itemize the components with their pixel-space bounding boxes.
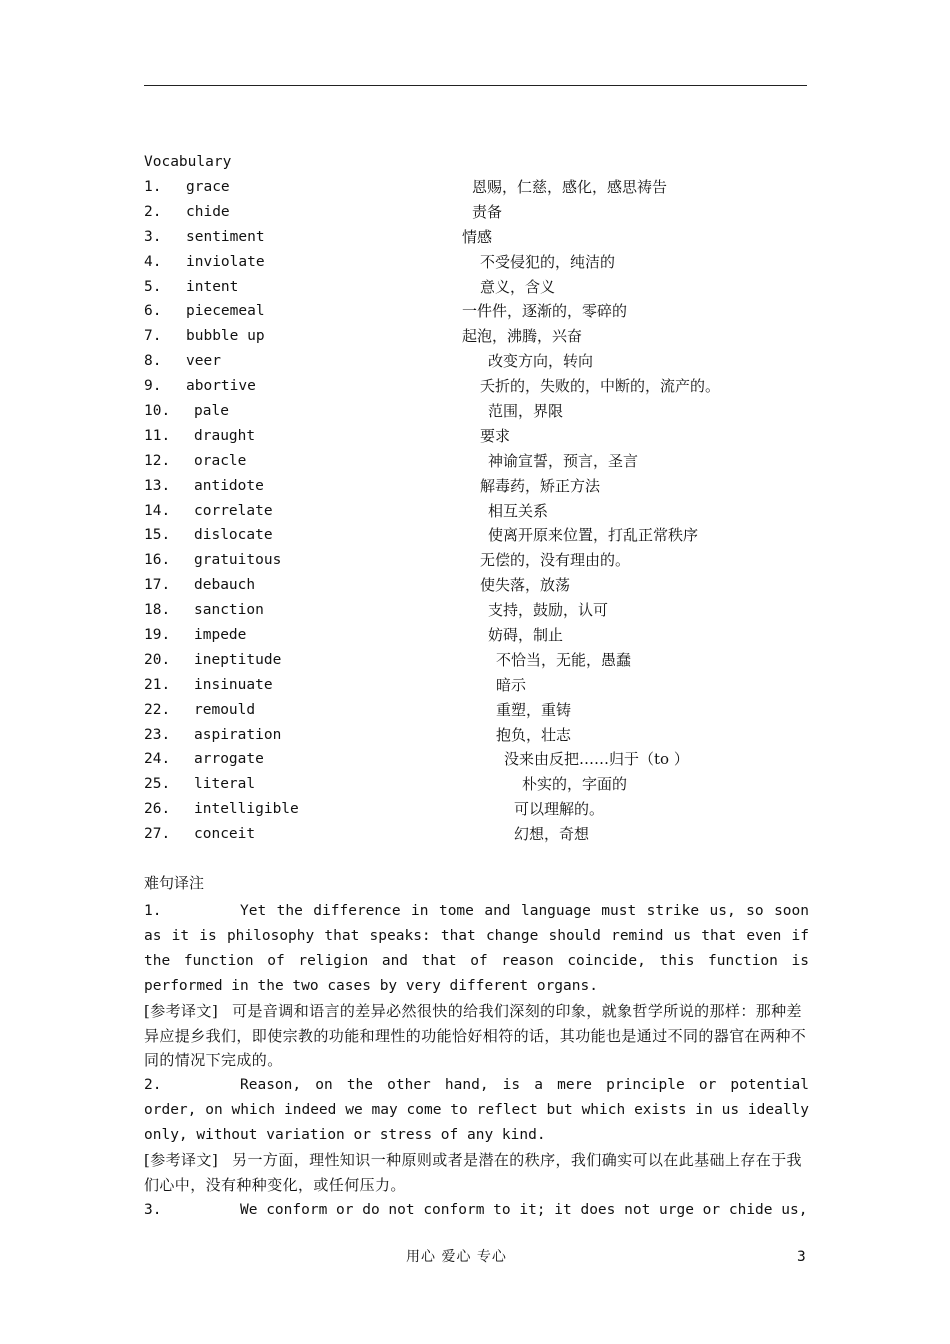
vocabulary-meaning: 使离开原来位置，打乱正常秩序 — [488, 526, 699, 545]
vocabulary-number: 12. — [144, 452, 171, 469]
vocabulary-meaning: 幻想，奇想 — [514, 825, 590, 844]
vocabulary-meaning: 不恰当，无能，愚蠢 — [496, 650, 632, 669]
vocabulary-meaning: 恩赐，仁慈，感化，感思祷告 — [472, 178, 668, 196]
vocabulary-row — [144, 774, 807, 799]
vocabulary-number: 22. — [144, 701, 171, 718]
vocabulary-word: draught — [194, 427, 256, 444]
vocabulary-word: insinuate — [194, 676, 273, 693]
vocabulary-meaning: 无偿的，没有理由的。 — [480, 551, 631, 570]
footer-motto: 用心 爱心 专心 — [406, 1249, 507, 1265]
vocabulary-number: 11. — [144, 427, 171, 444]
reference-label: [参考译文] — [144, 1151, 219, 1170]
page-number: 3 — [797, 1249, 806, 1265]
vocabulary-row — [144, 749, 807, 774]
vocabulary-number: 2. — [144, 203, 162, 220]
vocabulary-meaning: 不受侵犯的，纯洁的 — [480, 252, 616, 271]
vocabulary-number: 24. — [144, 751, 171, 768]
vocabulary-row — [144, 725, 807, 750]
vocabulary-row — [144, 277, 807, 302]
vocabulary-word: bubble up — [186, 328, 265, 345]
vocabulary-number: 25. — [144, 776, 171, 793]
vocabulary-number: 19. — [144, 627, 171, 644]
vocabulary-word: correlate — [194, 502, 273, 519]
vocabulary-row — [144, 575, 807, 600]
vocabulary-meaning: 情感 — [462, 227, 493, 246]
vocabulary-number: 23. — [144, 726, 171, 743]
vocabulary-row — [144, 451, 807, 476]
note-number: 3. — [144, 1201, 162, 1218]
vocabulary-meaning: 相互关系 — [488, 501, 549, 520]
vocabulary-word: pale — [194, 403, 229, 420]
vocabulary-word: antidote — [194, 477, 264, 494]
vocabulary-meaning: 要求 — [480, 426, 511, 445]
vocabulary-row — [144, 650, 807, 675]
vocabulary-word: sentiment — [186, 228, 265, 245]
vocabulary-meaning: 改变方向，转向 — [488, 352, 594, 371]
vocabulary-meaning: 抱负，壮志 — [496, 725, 572, 744]
vocabulary-word: intent — [186, 278, 239, 295]
vocabulary-row — [144, 177, 807, 202]
vocabulary-row — [144, 202, 807, 227]
vocabulary-number: 21. — [144, 676, 171, 693]
note-3-english: 3. We conform or do not conform to it; it does not urge or chide us, — [144, 1198, 809, 1223]
vocabulary-row — [144, 376, 807, 401]
vocabulary-row — [144, 824, 807, 849]
vocabulary-row — [144, 252, 807, 277]
vocabulary-row — [144, 700, 807, 725]
vocabulary-word: inviolate — [186, 253, 265, 270]
vocabulary-number: 26. — [144, 801, 171, 818]
vocabulary-meaning: 范围，界限 — [488, 402, 564, 421]
vocabulary-row — [144, 401, 807, 426]
vocabulary-row — [144, 799, 807, 824]
vocabulary-meaning: 神谕宣誓，预言，圣言 — [488, 451, 639, 470]
vocabulary-number: 13. — [144, 477, 171, 494]
vocabulary-number: 16. — [144, 552, 171, 569]
vocabulary-meaning: 朴实的，字面的 — [522, 775, 628, 794]
vocabulary-number: 10. — [144, 403, 171, 420]
vocabulary-number: 5. — [144, 278, 162, 295]
vocabulary-meaning: 一件件，逐渐的，零碎的 — [462, 302, 628, 321]
vocabulary-word: dislocate — [194, 527, 273, 544]
note-2-english: 2. Reason, on the other hand, is a mere principle or potential order, on which indeed we may come to reflect but which exists in us ideally only, without variation or stress of any kind. — [144, 1073, 809, 1148]
vocabulary-word: ineptitude — [194, 651, 282, 668]
vocabulary-number: 7. — [144, 328, 162, 345]
vocabulary-word: arrogate — [194, 751, 264, 768]
vocabulary-word: impede — [194, 627, 247, 644]
vocabulary-meaning: 没来由反把……归于（to ） — [504, 750, 689, 769]
notes-heading: 难句译注 — [144, 874, 205, 892]
vocabulary-number: 3. — [144, 228, 162, 245]
vocabulary-meaning: 起泡，沸腾，兴奋 — [462, 327, 583, 346]
vocabulary-number: 20. — [144, 651, 171, 668]
vocabulary-word: oracle — [194, 452, 247, 469]
vocabulary-row — [144, 550, 807, 575]
vocabulary-row — [144, 426, 807, 451]
vocabulary-row — [144, 600, 807, 625]
vocabulary-word: gratuitous — [194, 552, 282, 569]
note-1-translation: [参考译文] 可是音调和语言的差异必然很快的给我们深刻的印象，就象哲学所说的那样：那种差异应提乡我们，即使宗教的功能和理性的功能恰好相符的话，其功能也是通过不同的器官在两种不同的情况下完成的。 — [144, 1001, 807, 1070]
vocabulary-number: 14. — [144, 502, 171, 519]
vocabulary-heading: Vocabulary — [144, 154, 232, 170]
note-1-english: 1. Yet the difference in tome and language must strike us, so soon as it is philosophy that speaks: that change should remind us that even if the function of religion and that of reason coincide, this function is performed in the two cases by very different organs. — [144, 899, 809, 999]
vocabulary-meaning: 妨碍，制止 — [488, 626, 564, 645]
vocabulary-row — [144, 525, 807, 550]
vocabulary-word: conceit — [194, 826, 256, 843]
note-number: 2. — [144, 1077, 162, 1094]
vocabulary-row — [144, 476, 807, 501]
vocabulary-number: 6. — [144, 303, 162, 320]
vocabulary-row — [144, 501, 807, 526]
vocabulary-word: sanction — [194, 602, 264, 619]
vocabulary-word: aspiration — [194, 726, 282, 743]
vocabulary-word: intelligible — [194, 801, 299, 818]
vocabulary-meaning: 重塑，重铸 — [496, 700, 572, 719]
vocabulary-word: abortive — [186, 378, 256, 395]
note-number: 1. — [144, 903, 162, 919]
vocabulary-row — [144, 625, 807, 650]
vocabulary-row — [144, 675, 807, 700]
reference-label: [参考译文] — [144, 1001, 219, 1020]
vocabulary-word: grace — [186, 179, 230, 195]
vocabulary-meaning: 意义，含义 — [480, 277, 556, 296]
header-rule — [144, 85, 807, 86]
vocabulary-word: literal — [194, 776, 256, 793]
vocabulary-number: 15. — [144, 527, 171, 544]
vocabulary-word: chide — [186, 203, 230, 220]
vocabulary-number: 4. — [144, 253, 162, 270]
vocabulary-word: piecemeal — [186, 303, 265, 320]
vocabulary-row — [144, 227, 807, 252]
vocabulary-row — [144, 326, 807, 351]
vocabulary-number: 1. — [144, 179, 162, 195]
vocabulary-meaning: 夭折的，失败的，中断的，流产的。 — [480, 377, 721, 396]
vocabulary-number: 18. — [144, 602, 171, 619]
vocabulary-row — [144, 351, 807, 376]
vocabulary-number: 27. — [144, 826, 171, 843]
note-2-translation: [参考译文] 另一方面，理性知识一种原则或者是潜在的秩序，我们确实可以在此基础上存在于我们心中，没有种种变化，或任何压力。 — [144, 1151, 802, 1194]
vocabulary-list — [144, 177, 807, 849]
vocabulary-number: 17. — [144, 577, 171, 594]
vocabulary-meaning: 使失落，放荡 — [480, 576, 571, 595]
vocabulary-meaning: 可以理解的。 — [514, 800, 605, 819]
vocabulary-word: remould — [194, 701, 256, 718]
vocabulary-meaning: 解毒药，矫正方法 — [480, 476, 601, 495]
vocabulary-number: 8. — [144, 353, 162, 370]
vocabulary-word: debauch — [194, 577, 256, 594]
notes-section — [144, 899, 809, 1223]
vocabulary-meaning: 责备 — [472, 202, 503, 221]
vocabulary-row — [144, 301, 807, 326]
vocabulary-meaning: 暗示 — [496, 675, 527, 694]
vocabulary-number: 9. — [144, 378, 162, 395]
vocabulary-word: veer — [186, 353, 221, 370]
vocabulary-meaning: 支持，鼓励，认可 — [488, 601, 609, 620]
